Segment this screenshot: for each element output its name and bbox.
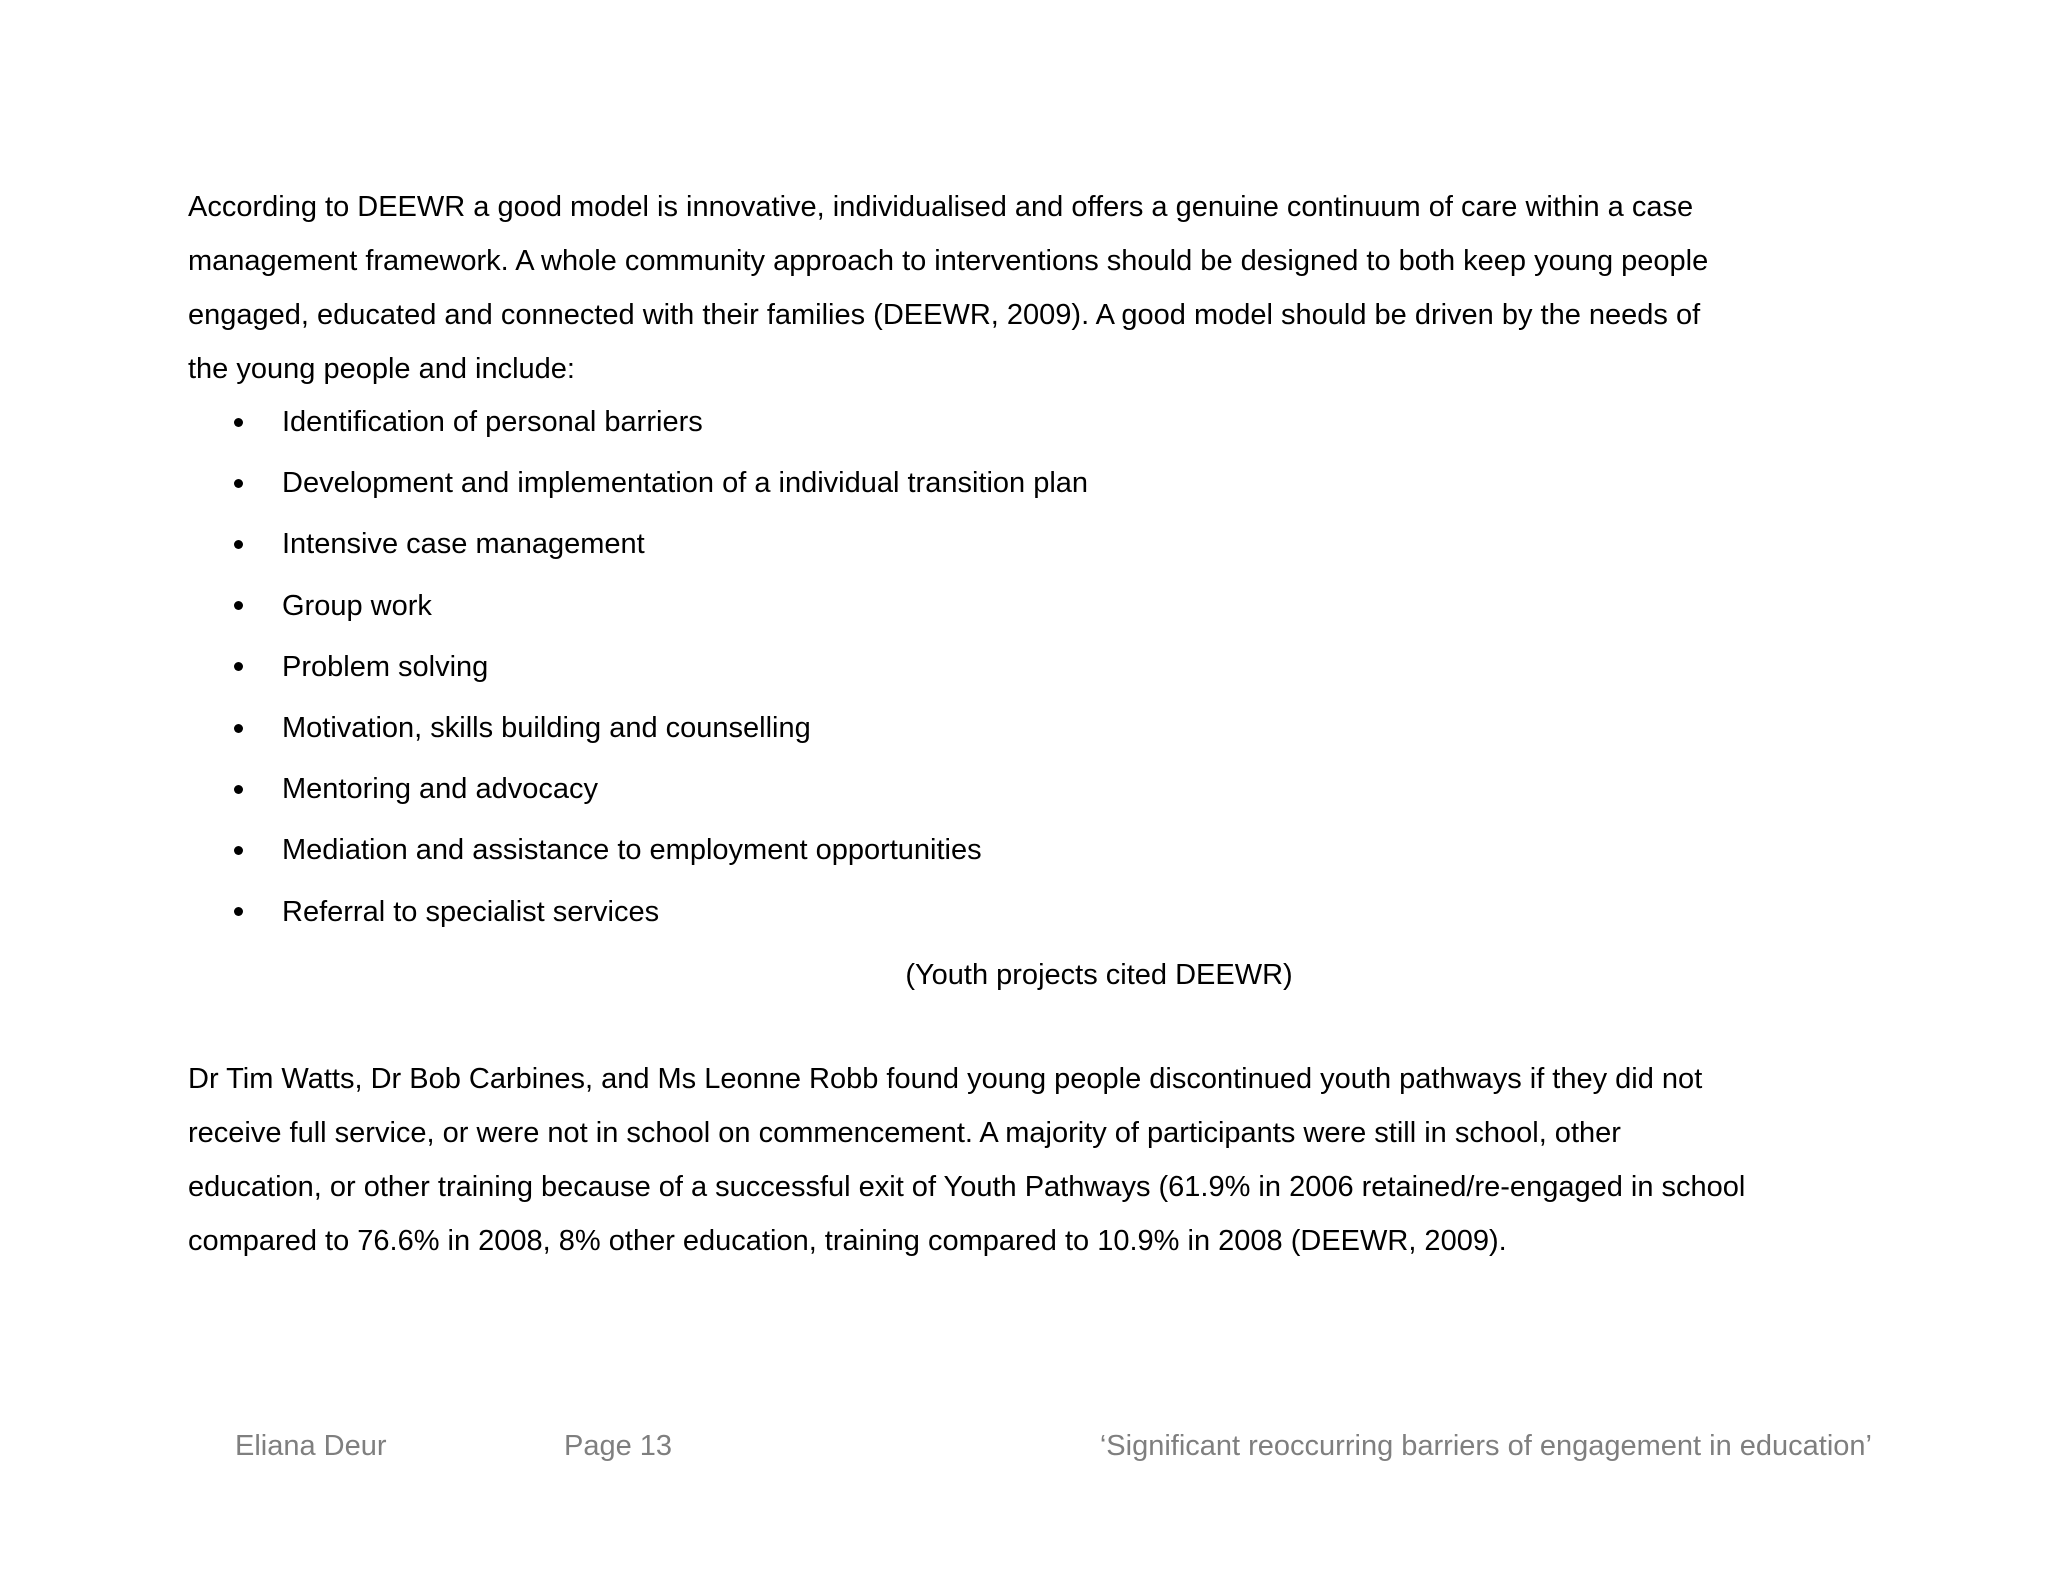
bullet-icon (234, 662, 243, 671)
list-item (188, 514, 1088, 575)
findings-paragraph (188, 1052, 1888, 1268)
footer-page-number: Page 13 (564, 1430, 673, 1462)
paragraph-line: receive full service, or were not in school on commencement. A majority of participants were still in school, other (188, 1117, 1621, 1149)
list-item-text: Mentoring and advocacy (282, 773, 598, 806)
list-item-text: Referral to specialist services (282, 895, 660, 928)
bullet-icon (234, 540, 243, 549)
citation: (Youth projects cited DEEWR) (905, 959, 1293, 991)
list-item (188, 453, 1088, 514)
list-item (188, 759, 1088, 820)
bullet-icon (234, 479, 243, 488)
footer-document-title: ‘Significant reoccurring barriers of engagement in education’ (1099, 1430, 1872, 1462)
list-item (188, 637, 1088, 698)
footer-author: Eliana Deur (235, 1430, 387, 1462)
paragraph-line: education, or other training because of a successful exit of Youth Pathways (61.9% in 2006 retained/re-engaged in school (188, 1171, 1746, 1203)
list-item (188, 820, 1088, 881)
list-item-text: Development and implementation of a individual transition plan (282, 467, 1089, 500)
list-item-text: Identification of personal barriers (282, 406, 703, 438)
bullet-icon (234, 418, 243, 427)
paragraph-line: According to DEEWR a good model is innovative, individualised and offers a genuine continuum of care within a case (188, 191, 1694, 223)
model-components-list (188, 392, 1088, 943)
bullet-icon (234, 785, 243, 794)
list-item (188, 576, 1088, 637)
list-item-text: Problem solving (282, 650, 489, 683)
paragraph-line: compared to 76.6% in 2008, 8% other education, training compared to 10.9% in 2008 (DEEWR, 2009). (188, 1225, 1507, 1257)
bullet-icon (234, 724, 243, 733)
paragraph-line: management framework. A whole community approach to interventions should be designed to both keep young people (188, 245, 1709, 277)
list-item-text: Mediation and assistance to employment opportunities (282, 834, 982, 867)
paragraph-line: Dr Tim Watts, Dr Bob Carbines, and Ms Leonne Robb found young people discontinued youth pathways if they did not (188, 1063, 1703, 1095)
list-item-text: Group work (282, 589, 432, 622)
bullet-icon (234, 846, 243, 855)
intro-paragraph (188, 180, 1888, 396)
bullet-icon (234, 601, 243, 610)
paragraph-line: engaged, educated and connected with their families (DEEWR, 2009). A good model should be driven by the needs of (188, 299, 1701, 331)
list-item (188, 698, 1088, 759)
list-item-text: Intensive case management (282, 528, 645, 561)
bullet-icon (234, 907, 243, 916)
list-item-text: Motivation, skills building and counselling (282, 711, 811, 744)
list-item (188, 392, 1088, 453)
list-item (188, 882, 1088, 943)
paragraph-line: the young people and include: (188, 353, 575, 385)
